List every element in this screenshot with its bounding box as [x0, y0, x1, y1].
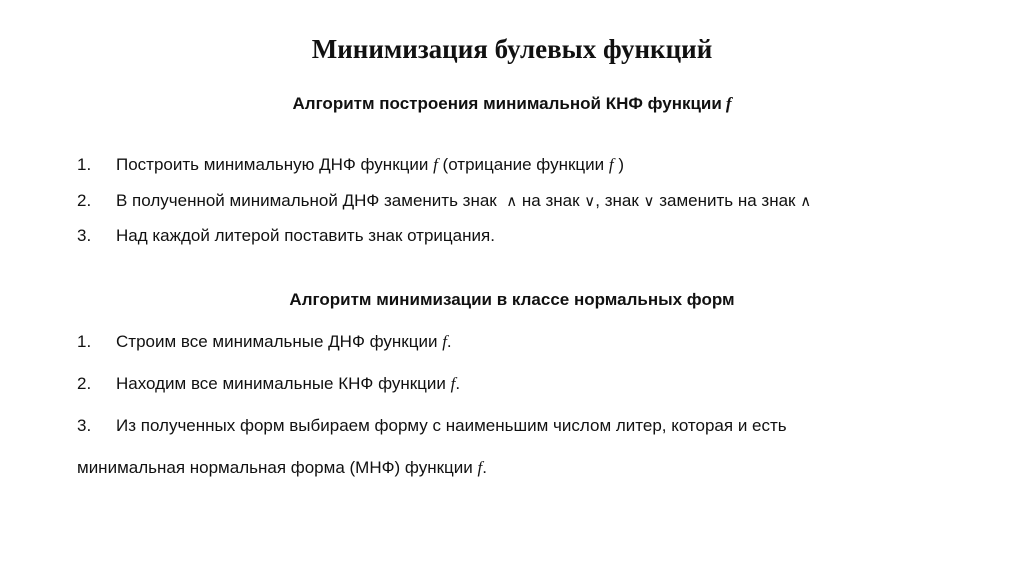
item-number: 2.: [77, 374, 92, 393]
item-text: Находим все минимальные КНФ функции: [116, 374, 451, 393]
section2-heading: Алгоритм минимизации в классе нормальных форм: [289, 290, 735, 309]
section2-item-3: [77, 416, 787, 436]
section1-item-3: [77, 226, 495, 246]
item-text: Над каждой литерой поставить знак отрицания.: [116, 226, 495, 245]
function-symbol: f: [433, 155, 438, 174]
section1-item-2: [77, 191, 811, 211]
item-text: заменить на знак: [654, 191, 801, 210]
function-symbol: f: [442, 332, 447, 351]
section1-heading: [0, 94, 1024, 114]
item-text: , знак: [595, 191, 644, 210]
or-symbol: ∨: [643, 192, 655, 210]
item-text: на знак: [517, 191, 585, 210]
item-end: .: [455, 374, 461, 393]
item-text: минимальная нормальная форма (МНФ) функции: [77, 458, 478, 477]
page-title: Минимизация булевых функций: [311, 34, 713, 64]
or-symbol: ∨: [584, 192, 596, 210]
item-number: 3.: [77, 226, 92, 245]
item-end: .: [446, 332, 452, 351]
function-symbol: f: [608, 155, 614, 174]
function-symbol: f: [477, 458, 483, 477]
section2-item-2: [77, 374, 460, 394]
and-symbol: ∧: [800, 192, 812, 210]
item-text: Строим все минимальные ДНФ функции: [116, 332, 443, 351]
section2-item-1: [77, 332, 452, 352]
section2-item-3-continuation: [77, 458, 487, 478]
section1-heading-text: Алгоритм построения минимальной КНФ функции: [292, 94, 722, 113]
and-symbol: ∧: [506, 192, 518, 210]
item-number: 2.: [77, 191, 92, 210]
item-text: Построить минимальную ДНФ функции: [116, 155, 434, 174]
item-text: (отрицание функции: [437, 155, 609, 174]
section1-item-1: [77, 155, 624, 175]
item-text: В полученной минимальной ДНФ заменить знак: [116, 191, 507, 210]
item-text: ): [613, 155, 624, 174]
item-number: 3.: [77, 416, 92, 435]
section1-heading-fn: f: [725, 94, 732, 113]
item-text: Из полученных форм выбираем форму с наименьшим числом литер, которая и есть: [116, 416, 787, 435]
item-number: 1.: [77, 155, 92, 174]
item-number: 1.: [77, 332, 92, 351]
function-symbol: f: [450, 374, 456, 393]
item-end: .: [482, 458, 487, 477]
